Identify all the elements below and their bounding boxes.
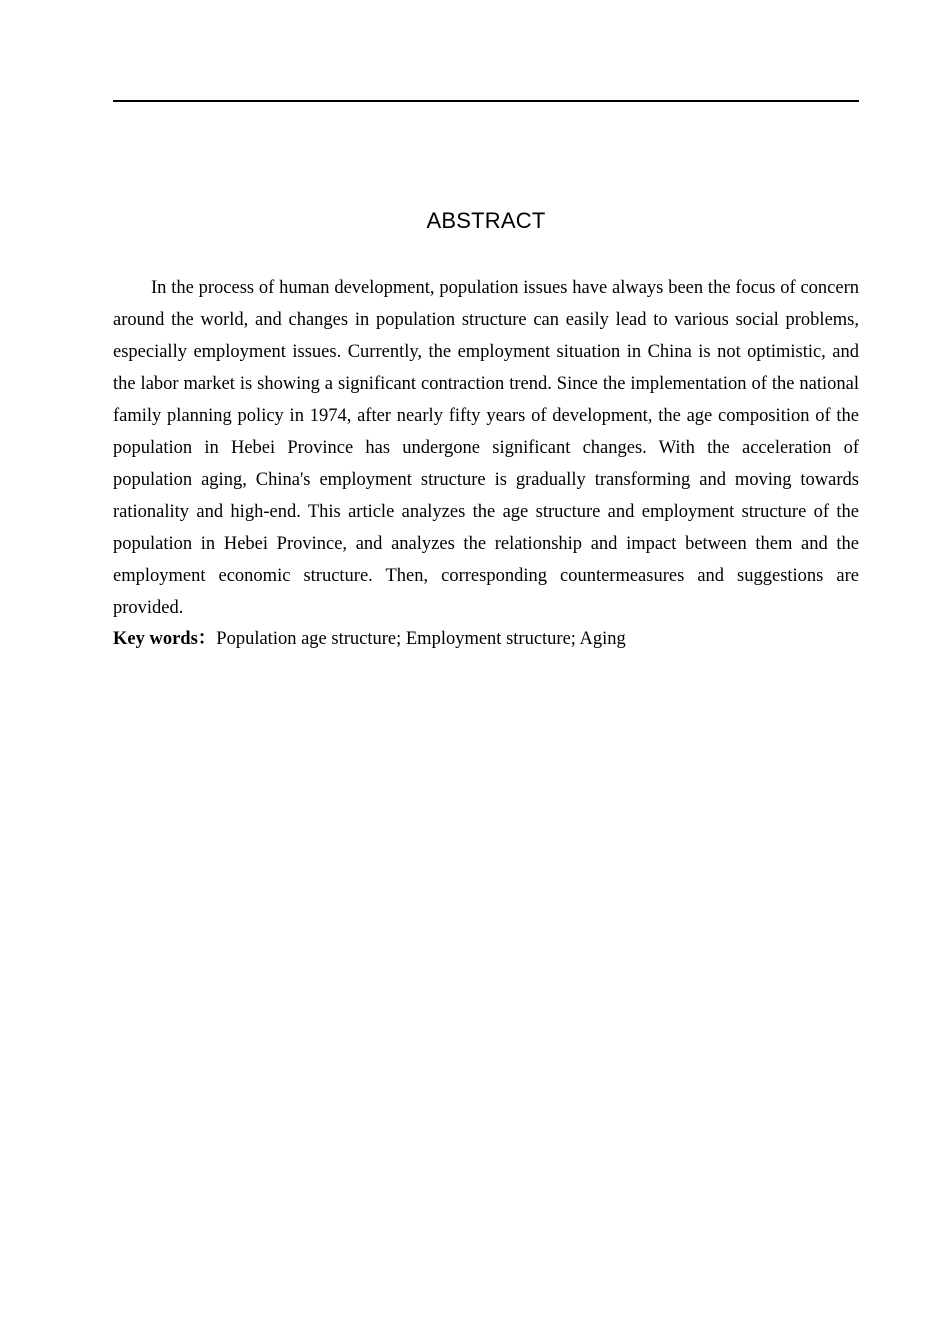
abstract-title: ABSTRACT — [426, 208, 546, 233]
keywords-label: Key words： — [113, 629, 217, 649]
header-rule — [113, 100, 859, 102]
keywords-value: Population age structure; Employment structure; Aging — [216, 629, 626, 649]
keywords-line — [113, 623, 859, 655]
abstract-body: In the process of human development, population issues have always been the focus of concern around the world, and changes in population structure can easily lead to various social problems, especially employment issues. Currently, the employment situation in China is not optimistic, and the labor market is showing a significant contraction trend. Since the implementation of the national family planning policy in 1974, after nearly fifty years of development, the age composition of the population in Hebei Province has undergone significant changes. With the acceleration of population aging, China's employment structure is gradually transforming and moving towards rationality and high-end. This article analyzes the age structure and employment structure of the population in Hebei Province, and analyzes the relationship and impact between them and the employment economic structure. Then, corresponding countermeasures and suggestions are provided. — [113, 278, 859, 618]
